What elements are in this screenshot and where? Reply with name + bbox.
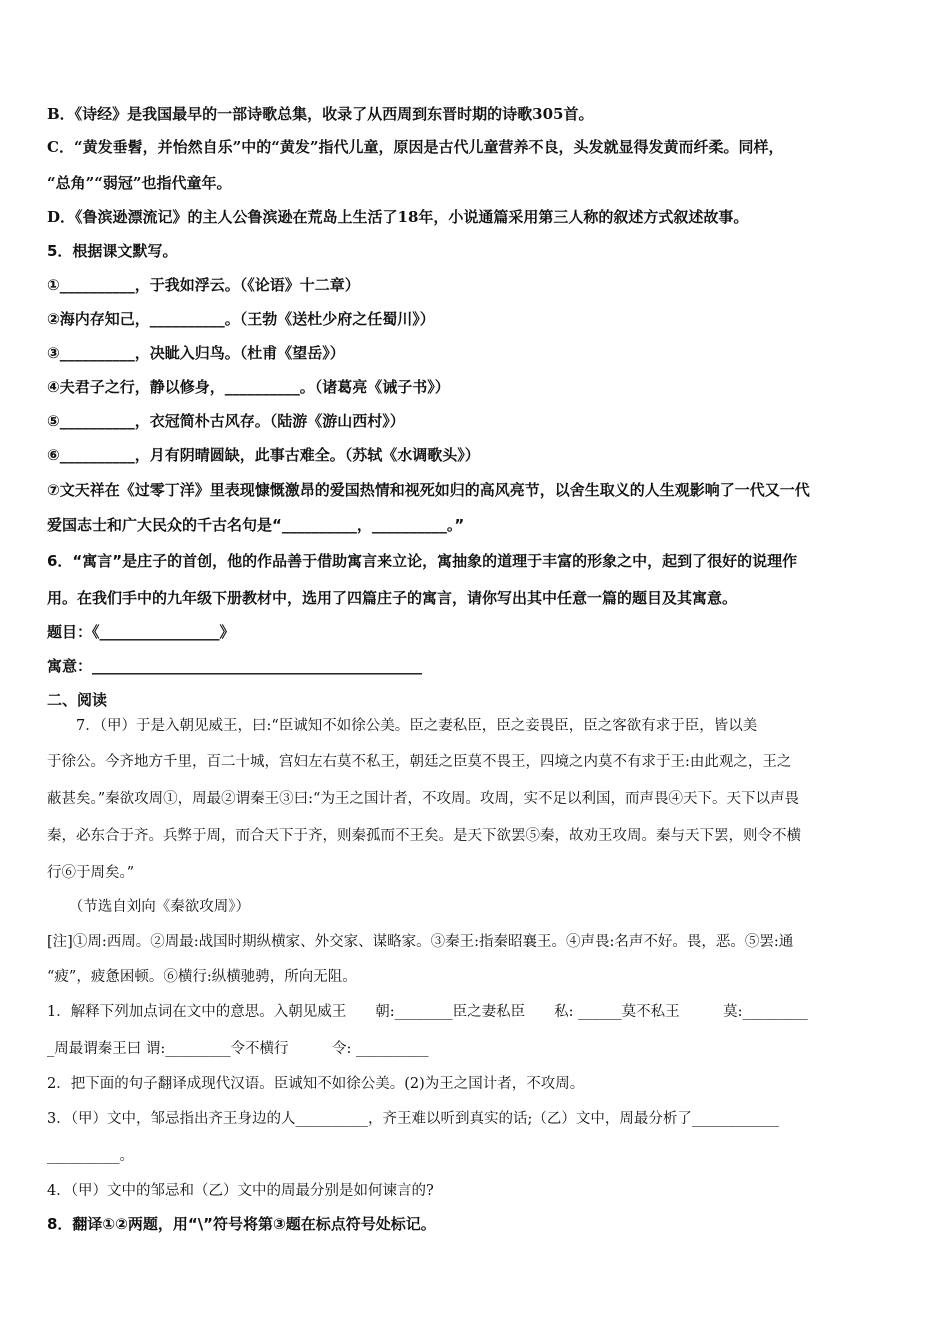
option-c-line1: C．“黄发垂髫，并怡然自乐”中的“黄发”指代儿童，原因是古代儿童营养不良，头发就显得发黄而纤柔。同样， xyxy=(47,138,784,156)
recitation-3: ③__________，决眦入归鸟。（杜甫《望岳》） xyxy=(47,344,345,362)
annotation-line1: [注]①周:西周。②周最:战国时期纵横家、外交家、谋略家。③秦王:指秦昭襄王。④声畏:名声不好。畏，恶。⑤罢:通 xyxy=(47,934,794,950)
subquestion-1-line1: 1．解释下列加点词在文中的意思。入朝见威王 朝:________臣之妻私臣 私: ______莫不私王 莫:_________ xyxy=(47,1004,808,1020)
subquestion-4: 4．（甲）文中的邹忌和（乙）文中的周最分别是如何谏言的? xyxy=(47,1183,434,1199)
question-6-line2: 用。在我们手中的九年级下册教材中，选用了四篇庄子的寓言，请你写出其中任意一篇的题目及其寓意。 xyxy=(47,589,738,607)
subquestion-1-line2: _周最谓秦王曰 谓:_________令不横行 令: __________ xyxy=(47,1041,429,1057)
recitation-5: ⑤__________，衣冠简朴古风存。（陆游《游山西村》） xyxy=(47,412,405,430)
recitation-4: ④夫君子之行，静以修身，__________。（诸葛亮《诫子书》） xyxy=(47,378,450,396)
subquestion-2: 2．把下面的句子翻译成现代汉语。臣诚知不如徐公美。(2)为王之国计者，不攻周。 xyxy=(47,1076,585,1092)
question-6-title-blank: 题目：《________________》 xyxy=(47,623,235,641)
recitation-1: ①__________，于我如浮云。（《论语》十二章） xyxy=(47,276,360,294)
passage-line5: 行⑥于周矣。” xyxy=(47,865,135,881)
annotation-line2: “疲”，疲惫困顿。⑥横行:纵横驰骋，所向无阻。 xyxy=(47,969,357,985)
recitation-7-line2: 爱国志士和广大民众的千古名句是“__________，__________。” xyxy=(47,516,465,534)
recitation-6: ⑥__________，月有阴晴圆缺，此事古难全。（苏轼《水调歌头》） xyxy=(47,446,480,464)
subquestion-3-line1: 3．（甲）文中，邹忌指出齐王身边的人__________，齐王难以听到真实的话;（乙）文中，周最分析了____________ xyxy=(47,1111,779,1127)
passage-line2: 于徐公。今齐地方千里，百二十城，宫妇左右莫不私王，朝廷之臣莫不畏王，四境之内莫不有求于王:由此观之，王之 xyxy=(47,754,792,770)
question-6-meaning-blank: 寓意：____________________________________________ xyxy=(47,657,423,675)
passage-line4: 秦，必东合于齐。兵弊于周，而合天下于齐，则秦孤而不王矣。是天下欲罢⑤秦，故劝王攻周。秦与天下罢，则令不横 xyxy=(47,828,801,844)
recitation-2: ②海内存知己，__________。（王勃《送杜少府之任蜀川》） xyxy=(47,310,435,328)
passage-line3: 蔽甚矣。”秦欲攻周①，周最②谓秦王③曰:“为王之国计者，不攻周。攻周，实不足以利国，而声畏④天下。天下以声畏 xyxy=(47,791,799,807)
section-heading-reading: 二、阅读 xyxy=(47,691,108,709)
option-d: D．《鲁滨逊漂流记》的主人公鲁滨逊在荒岛上生活了18年，小说通篇采用第三人称的叙述方式叙述故事。 xyxy=(47,208,749,226)
question-5-title: 5．根据课文默写。 xyxy=(47,242,178,260)
question-8: 8．翻译①②两题，用“\”符号将第③题在标点符号处标记。 xyxy=(47,1215,436,1233)
question-6-line1: 6．“寓言”是庄子的首创，他的作品善于借助寓言来立论，寓抽象的道理于丰富的形象之中，起到了很好的说理作 xyxy=(47,552,798,570)
option-c-line2: “总角”“弱冠”也指代童年。 xyxy=(47,174,232,192)
passage-line1: 7．（甲）于是入朝见威王，曰:“臣诚知不如徐公美。臣之妻私臣，臣之妾畏臣，臣之客欲有求于臣，皆以美 xyxy=(47,718,758,734)
passage-source: （节选自刘向《秦欲攻周》） xyxy=(47,899,250,915)
subquestion-3-line2: __________。 xyxy=(47,1148,134,1164)
option-b: B．《诗经》是我国最早的一部诗歌总集，收录了从西周到东晋时期的诗歌305首。 xyxy=(47,105,594,123)
recitation-7-line1: ⑦文天祥在《过零丁洋》里表现慷慨激昂的爱国热情和视死如归的高风亮节，以舍生取义的人生观影响了一代又一代 xyxy=(47,481,810,499)
